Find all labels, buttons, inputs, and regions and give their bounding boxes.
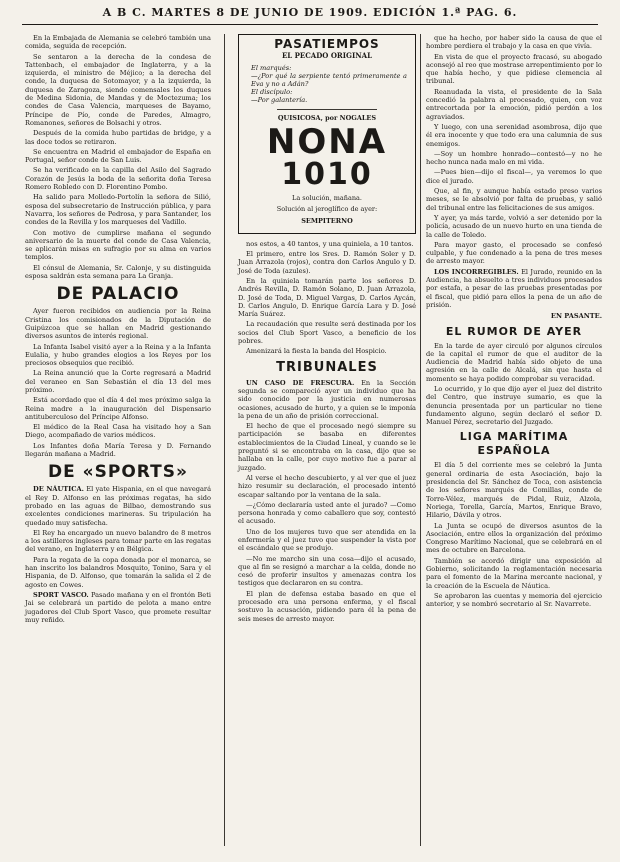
quiz-title: QUISICOSA, por NOGALES — [277, 113, 377, 122]
sports-paragraph — [25, 591, 211, 624]
sports-paragraph — [25, 485, 211, 526]
column-3 — [426, 34, 602, 611]
section-title-rumor: EL RUMOR DE AYER — [445, 324, 583, 338]
liga-paragraph: El día 5 del corriente mes se celebró la Junta general ordinaria de esta Asociación, bajo la presidencia del Sr. Sánchez de Toca, con asistencia de los señores marqués de Comillas, conde de Torre-Vélez, marqués de Pidal, Ruiz, Alzola, Noriega, Torella, García, Martos, Enrique Bravo, Hilario, Dávila y otros. — [426, 461, 602, 520]
pastimes-title: PASATIEMPOS — [274, 37, 380, 51]
solution-note: La solución, mañana. — [292, 193, 362, 202]
court-paragraph: El plan de defensa estaba basado en que el procesado era una persona enferma, y el fiscal sostuvo la acusación, pidiendo para él la pena de seis meses de arresto mayor. — [238, 589, 416, 623]
palacio-paragraph: La Infanta Isabel visitó ayer a la Reina y a la Infanta Eulalia, y hubo grandes elogios a los Reyes por los preciosos obsequios que recibió. — [25, 342, 211, 368]
liga-paragraph: También se acordó dirigir una exposición al Gobierno, solicitando la reglamentación necesaria para el fomento de la Marina mercante nacional, y la creación de la Escuela de Náutica. — [426, 556, 602, 590]
court-paragraph: Uno de los mujeres tuvo que ser atendida en la enfermería y el juez tuvo que suspender la vista por el escándalo que se produjo. — [238, 527, 416, 553]
section-title-palacio: DE PALACIO — [56, 284, 180, 305]
society-paragraph: Se encuentra en Madrid el embajador de España en Portugal, señor conde de San Luis. — [25, 147, 211, 165]
society-paragraph: El cónsul de Alemania, Sr. Calonje, y su distinguida esposa saldrán esta semana para La Granja. — [25, 263, 211, 281]
rumor-paragraph: Lo ocurrido, y lo que dijo ayer el juez del distrito del Centro, que instruye sumario, es que la denuncia presentada por un particular no tiene fundamento alguno, según declaró el señor D. Manuel Pérez, secretario del Juzgado. — [426, 384, 602, 427]
rumor-paragraph: En la tarde de ayer circuló por algunos círculos de la capital el rumor de que el auditor de la Audiencia de Madrid había sido objeto de una agresión en la calle de Alcalá, sin que hasta el momento se haya podido comprobar su veracidad. — [426, 341, 602, 383]
section-title-sports: DE «SPORTS» — [48, 462, 188, 483]
society-paragraph: Con motivo de cumplirse mañana el segundo aniversario de la muerte del conde de Casa Valencia, se aplicarán misas en sufragio por su alma en varios templos. — [25, 228, 211, 262]
page-header: A B C. MARTES 8 DE JUNIO DE 1909. EDICIÓN 1.ª PAG. 6. — [102, 6, 518, 19]
society-paragraph: Se sentaron a la derecha de la condesa de Tattenbach, el embajador de Inglaterra, y a la izquierda, el ministro de Méjico; a la derecha del conde, la duquesa de Sotomayor, y a la izquierda, la duquesa de Zaragoza, siendo comensales los duques de Medina Sidonia, de Mandas y de Moctezuma; los condes de Casa Valencia, marqueses de Bayamo, Príncipe de Pío, conde de Paredes, Almagro, Romanones, señores de Bolsachi y otros. — [25, 52, 211, 127]
sports-paragraph: Para la regata de la copa donada por el monarca, se han inscrito los balandros Mosquito, Tonino, Sara y el Hispania, de D. Alfonso, que tomarán la salida el 2 de agosto en Cowes. — [25, 555, 211, 589]
pastimes-box — [238, 34, 416, 234]
column-2 — [238, 34, 416, 625]
verse-line: El marqués: — [251, 63, 292, 72]
court-paragraph: Al verse el hecho descubierto, y al ver que el juez hizo resumir su declaración, el procesado intentó escapar saltando por la ventana de la sala. — [238, 473, 416, 499]
court-paragraph: El hecho de que el procesado negó siempre su participación se basaba en diferentes establecimientos de la Ciudad Lineal, y cuando se le preguntó si se encontraba en la casa, dijo que se hallaba en la calle, por cuyo motivo fue a parar al juzgado. — [238, 422, 416, 472]
section-title-tribunales: TRIBUNALES — [276, 359, 378, 375]
sports-continued: La recaudación que resulte será destinada por los socios del Club Sport Vasco, a beneficio de los pobres. — [238, 320, 416, 346]
puzzle-number: 1010 — [281, 156, 373, 192]
pastimes-subtitle: EL PECADO ORIGINAL — [281, 51, 373, 61]
court-paragraph: Y luego, con una serenidad asombrosa, dijo que él era inocente y que todo era una calumnia de sus enemigos. — [426, 122, 602, 148]
section-title-liga: LIGA MARÍTIMA — [459, 430, 569, 444]
court-paragraph: —Pues bien—dijo el fiscal—, ya veremos lo que dice el jurado. — [426, 168, 602, 185]
sports-continued: Amenizará la fiesta la banda del Hospicio. — [246, 347, 387, 356]
sports-continued: En la quiniela tomarán parte los señores D. Andrés Revilla, D. Ramón Solano, D. Juan Arrazola, D. José de Toda, D. Miguel Vargas, D. Carlos Aycán, D. Carlos Angulo, D. Enrique García Lara y D. José María Suárez. — [238, 276, 416, 319]
sports-continued: El primero, entre los Sres. D. Ramón Soler y D. Juan Arrazola (rojos), contra don Carlos Angulo y D. José de Toda (azules). — [238, 250, 416, 275]
column-divider-1 — [224, 34, 225, 846]
court-paragraph: Reanudada la vista, el presidente de la Sala concedió la palabra al procesado, quien, con voz entrecortada por la emoción, pidió perdón a los agraviados. — [426, 87, 602, 121]
court-subhead: LOS INCORREGIBLES. — [434, 267, 519, 276]
court-paragraph — [238, 379, 416, 420]
court-text: En la Sección segunda se compareció ayer un individuo que ha sido conocido por la justicia en numerosas ocasiones, acusado de hurto, y a quien se le imponía la pena de un año de prisión correccional. — [238, 378, 416, 420]
society-paragraph: Ha salido para Molledo-Portolín la señora de Silió, esposa del subsecretario de Instrucción pública, y para Navarra, los señores de Pedrosa, y para Santander, los condes de la Revilla y los marqueses del Vadillo. — [25, 193, 211, 227]
sports-subhead: SPORT VASCO. — [33, 590, 89, 599]
court-paragraph — [426, 268, 602, 309]
section-title-liga-sub: ESPAÑOLA — [477, 444, 551, 458]
palacio-paragraph: La Reina anunció que la Corte regresará a Madrid del veraneo en San Sebastián el día 13 del mes próximo. — [25, 369, 211, 394]
verse-line: —Por galantería. — [251, 96, 308, 105]
palacio-paragraph: Los Infantes doña María Teresa y D. Fernando llegarán mañana a Madrid. — [25, 441, 211, 459]
liga-paragraph: La Junta se ocupó de diversos asuntos de la Asociación, entre ellos la organización del próximo Congreso Marítimo Nacional, que se celebrará en el mes de octubre en Barcelona. — [426, 521, 602, 555]
court-paragraph: En vista de que el proyecto fracasó, su abogado aconsejó al reo que mostrase arrepentimiento por lo que había hecho, y que pidiese clemencia al tribunal. — [426, 52, 602, 86]
sports-subhead: DE NÁUTICA. — [33, 485, 84, 494]
puzzle-word: NONA — [266, 121, 388, 162]
palacio-paragraph: Ayer fueron recibidos en audiencia por la Reina Cristina los comisionados de la Diputación de Guipúzcoa que se hallan en Madrid gestionando diversos asuntos de interés regional. — [25, 307, 211, 341]
column-1 — [25, 34, 211, 626]
sports-paragraph: El Rey ha encargado un nuevo balandro de 8 metros a los astilleros ingleses para tomar parte en las regatas del verano, en Inglaterra y en Bélgica. — [25, 528, 212, 554]
court-paragraph: Para mayor gasto, el procesado se confesó culpable, y fue condenado a la pena de tres meses de arresto mayor. — [426, 240, 602, 266]
court-subhead: UN CASO DE FRESCURA. — [246, 378, 355, 387]
sports-text: El yate Hispania, en el que navegará el Rey D. Alfonso en las próximas regatas, ha sido probado en las aguas de Bilbao, demostrando sus excelentes condiciones marineras. Su tripulación ha quedado muy satisfecha. — [25, 485, 211, 527]
liga-paragraph: Se aprobaron las cuentas y memoria del ejercicio anterior, y se nombró secretario al Sr. Navarrete. — [426, 591, 602, 609]
court-paragraph: —Soy un hombre honrado—contestó—y no he hecho nunca nada malo en mi vida. — [426, 149, 602, 167]
verse-line: El discípulo: — [251, 88, 293, 97]
court-text: El Jurado, reunido en la Audiencia, ha absuelto a tres individuos procesados por estafa, a pesar de las pruebas presentadas por el fiscal, que pidió para ellos la pena de un año de prisión. — [426, 267, 602, 309]
sports-continued: nos estos, a 40 tantos, y una quiniela, a 10 tantos. — [246, 239, 414, 248]
previous-solution-label: Solución al jeroglífico de ayer: — [276, 205, 378, 214]
society-paragraph: Se ha verificado en la capilla del Asilo del Sagrado Corazón de Jesús la boda de la señorita doña Teresa Romero Robledo con D. Florentino Pombo. — [25, 166, 211, 192]
court-paragraph: que ha hecho, por haber sido la causa de que el hombre perdiera el trabajo y la casa en que vivía. — [426, 34, 602, 51]
society-paragraph: En la Embajada de Alemania se celebró también una comida, seguida de recepción. — [25, 34, 211, 51]
court-paragraph: Que, al fin, y aunque había estado preso varios meses, se le absolvió por falta de pruebas, y salió del tribunal entre las felicitaciones de sus amigos. — [426, 187, 602, 212]
court-paragraph: —No me marcho sin una cosa—dijo el acusado, que al fin se resignó a marchar a la celda, donde no cesó de proferir insultos y amenazas contra los testigos que declararon en su contra. — [238, 554, 416, 588]
court-paragraph: —¿Cómo declararía usted ante el jurado? —Como persona honrada y como caballero que soy, contestó el acusado. — [238, 500, 416, 526]
verse-line: —¿Por qué la serpiente tentó primeramente a Eva y no a Adán? — [251, 71, 407, 88]
sports-text: Pasado mañana y en el frontón Beti Jai se celebrará un partido de pelota a mano entre jugadores del Club Sport Vasco, que promete resultar muy reñido. — [25, 590, 211, 624]
column-divider-2 — [420, 34, 421, 846]
header-rule — [22, 24, 598, 25]
signature: EN PASANTE. — [550, 312, 602, 321]
previous-solution: SEMPITERNO — [301, 216, 353, 225]
society-paragraph: Después de la comida hubo partidas de bridge, y a las doce todos se retiraron. — [25, 129, 211, 146]
palacio-paragraph: El médico de la Real Casa ha visitado hoy a San Diego, acompañado de varios médicos. — [25, 423, 211, 440]
palacio-paragraph: Está acordado que el día 4 del mes próximo salga la Reina madre a la inauguración del Dispensario antituberculoso del Príncipe Alfonso. — [25, 396, 211, 421]
court-paragraph: Y ayer, ya más tarde, volvió a ser detenido por la policía, acusado de un nuevo hurto en una tienda de la calle de Toledo. — [426, 213, 602, 239]
box-divider — [277, 109, 377, 110]
